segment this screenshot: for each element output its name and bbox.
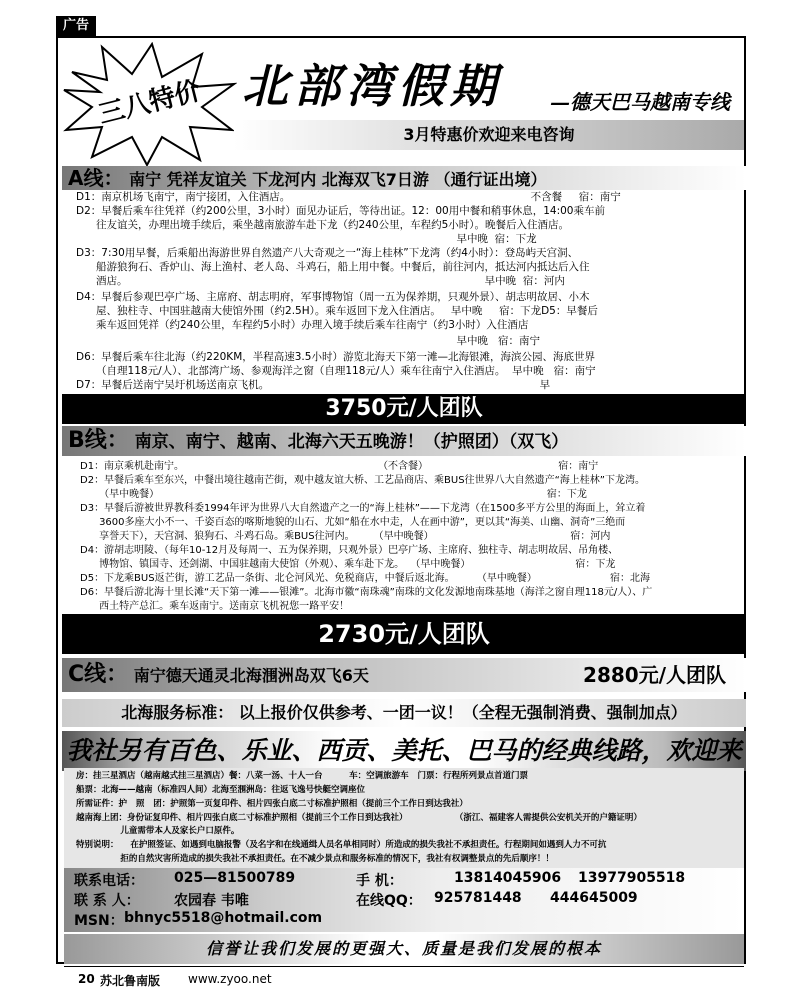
service-info-box [64,768,744,868]
mobile-number-1[interactable]: 13814045906 [454,870,562,886]
line-a-price: 3750元/人团队 [62,394,746,424]
phone-number[interactable]: 025—81500789 [174,870,296,886]
site-url[interactable]: www.zyoo.net [188,972,272,986]
ad-subtitle: —德天巴马越南专线 [550,90,730,114]
top-strip [0,0,800,22]
other-routes-callout: 我社另有百色、乐业、西贡、美托、巴马的经典线路，欢迎来 [62,731,746,771]
line-a-label: A线： [68,166,124,190]
contact-persons: 农园春 韦唯 [174,893,249,909]
itinerary-line: D2：早餐后乘车至东兴，中餐出境往越南芒街，观中越友谊大桥、工艺品商店、乘BUS往世界八大自然遗产“海上桂林”下龙湾。 [80,475,645,486]
itinerary-line: 乘车返回凭祥（约240公里，车程约5小时）办理入境手续后乘车往南宁（约3小时）入住酒店 [76,319,529,331]
line-a-title: 南宁 凭祥友谊关 下龙河内 北海双飞7日游 （通行证出境） [129,170,547,189]
itinerary-line: D4：游胡志明陵、（每年10-12月及每周一、五为保养期，只观外景）巴亭广场、主席府、独柱寺、胡志明故居、吊角楼、 [80,545,619,556]
itinerary-line: D6：早餐后乘车往北海（约220KM，半程高速3.5小时）游览北海天下第一滩—北海银滩，海滨公园、海底世界 [76,351,595,363]
line-a-heading [62,166,746,190]
info-line: 船票：北海——越南（标准四人间）北海至涠洲岛：往返飞逸号快艇空调座位 [76,785,366,795]
itinerary-line: （自理118元/人）、北部湾广场、参观海洋之窗（自理118元/人）乘车往南宁入住酒店。 早中晚 宿：南宁 [76,365,596,377]
itinerary-line: 早中晚 宿：下龙 [76,233,537,245]
page-footer [64,968,744,992]
ad-tag: 广告 [56,16,96,36]
line-b-heading [62,426,746,456]
info-line: 房：挂三星酒店（越南越式挂三星酒店）餐：八菜一汤、十人一台 车：空调旅游车 门票：行程所列景点首道门票 [76,771,529,781]
line-b-label: B线： [68,428,129,453]
qq-label: 在线QQ： [356,893,422,909]
msn-label: MSN： [74,913,124,929]
itinerary-line: D2：早餐后乘车往凭祥（约200公里，3小时）面见办证后，等待出证。12：00用中餐和稍事休息，14:00乘车前 [76,205,605,217]
company-motto: 信誉让我们发展的更强大、质量是我们发展的根本 [64,934,744,964]
line-c-price: 2880元/人团队 [583,663,726,687]
promo-banner: 3月特惠价欢迎来电咨询 [234,120,744,150]
itinerary-line: D3：早餐后游被世界教科委1994年评为世界八大自然遗产之一的“海上桂林”——下龙湾（在1500多平方公里的海面上，耸立着 [80,503,646,514]
page-number: 20 [78,972,95,986]
ad-title: 北部湾假期 [242,59,502,113]
qq-number-1[interactable]: 925781448 [434,890,522,906]
info-line: 拒的自然灾害所造成的损失我社不承担责任。在不减少景点和服务标准的情况下，我社有权调整景点的先后顺序！！ [76,854,554,864]
line-b-title: 南京、南宁、越南、北海六天五晚游！（护照团）（双飞） [134,432,569,452]
itinerary-line: （早中晚餐） 宿：下龙 [80,489,587,500]
burst-label: 三八特价 [95,75,204,131]
itinerary-line: D3：7:30用早餐，后乘船出海游世界自然遗产八大奇观之一“海上桂林”下龙湾（约4小时）：登岛屿天宫洞、 [76,247,579,259]
line-b-price: 2730元/人团队 [62,614,746,654]
edition-name: 苏北鲁南版 [100,974,161,988]
info-line: 特别说明： 在护照签证、如遇到电脑报警（及名字和在线通缉人员名单相同时）所造成的损失我社不承担责任。行程期间如遇到人力不可抗 [76,840,607,850]
itinerary-line: 博物馆、镇国寺、还剑湖、中国驻越南大使馆（外观）、乘车赴下龙。 （早中晚餐） 宿：下龙 [80,559,616,570]
itinerary-line: D1：南京乘机赴南宁。 （不含餐） 宿：南宁 [80,461,599,472]
info-line: 所需证件：护 照 团：护照第一页复印件、相片四张白底二寸标准护照相（提前三个工作日到达我社） [76,799,468,809]
service-standard: 北海服务标准： 以上报价仅供参考、一团一议！（全程无强制消费、强制加点） [62,699,746,727]
contact-panel [64,868,744,932]
mobile-number-2[interactable]: 13977905518 [578,870,686,886]
itinerary-line: 屋、独柱寺、中国驻越南大使馆外围（约2.5H）。乘车返回下龙入住酒店。 早中晚 宿：下龙D5：早餐后 [76,305,598,317]
itinerary-line: 3600多座大小不一、千姿百态的喀斯地貌的山石、尤如“船在水中走，人在画中游”，更以其“海美、山幽、洞奇”三绝而 [80,517,626,528]
person-label: 联 系 人： [74,893,140,909]
line-c-title: 南宁德天通灵北海涠洲岛双飞6天 [133,666,369,685]
itinerary-line: D4：早餐后参观巴亭广场、主席府、胡志明府，军事博物馆（周一五为保养期，只观外景）、胡志明故居、小木 [76,291,590,303]
info-line: 越南海上团：身份证复印件、相片四张白底二寸标准护照相（提前三个工作日到达我社） （浙江、福建客人需提供公安机关开的户籍证明） [76,813,642,823]
line-c-heading [62,658,746,692]
phone-label: 联系电话： [74,873,144,889]
itinerary-line: 船游狼狗石、香炉山、海上渔村、老人岛、斗鸡石，船上用中餐。中餐后，前往河内，抵达河内抵达后入住 [76,261,590,273]
msn-address[interactable]: bhnyc5518@hotmail.com [124,910,323,926]
mobile-label: 手 机： [356,873,403,889]
itinerary-line: D6：早餐后游北海十里长滩“天下第一滩——银滩”。北海市徽“南珠魂”南珠的文化发源地南珠基地（海洋之窗自理118元/人）、广 [80,587,653,598]
itinerary-line: 享誉天下），天宫洞、狼狗石、斗鸡石岛。乘BUS往河内。 （早中晚餐） 宿：河内 [80,531,611,542]
footer-divider [64,966,744,967]
itinerary-line: 往友谊关，办理出境手续后，乘坐越南旅游车赴下龙（约240公里，车程约5小时）。晚餐后入住酒店。 [76,219,569,231]
itinerary-line: 西土特产总汇。乘车返南宁。送南京飞机祝您一路平安！ [80,601,350,612]
itinerary-line: D7：早餐后送南宁吴圩机场送南京飞机。 早 [76,379,551,391]
line-c-label: C线： [68,662,129,687]
info-line: 儿童需带本人及家长户口原件。 [76,826,240,836]
itinerary-line: 酒店。 早中晚 宿：河内 [76,275,565,287]
qq-number-2[interactable]: 444645009 [550,890,638,906]
itinerary-line: 早中晚 宿：南宁 [76,335,541,347]
itinerary-line: D1：南京机场飞南宁，南宁接团，入住酒店。 不含餐 宿：南宁 [76,191,621,203]
itinerary-line: D5：下龙乘BUS返芒街，游工艺品一条街、北仑河风光、免税商店，中餐后返北海。 （早中晚餐） 宿：北海 [80,573,650,584]
